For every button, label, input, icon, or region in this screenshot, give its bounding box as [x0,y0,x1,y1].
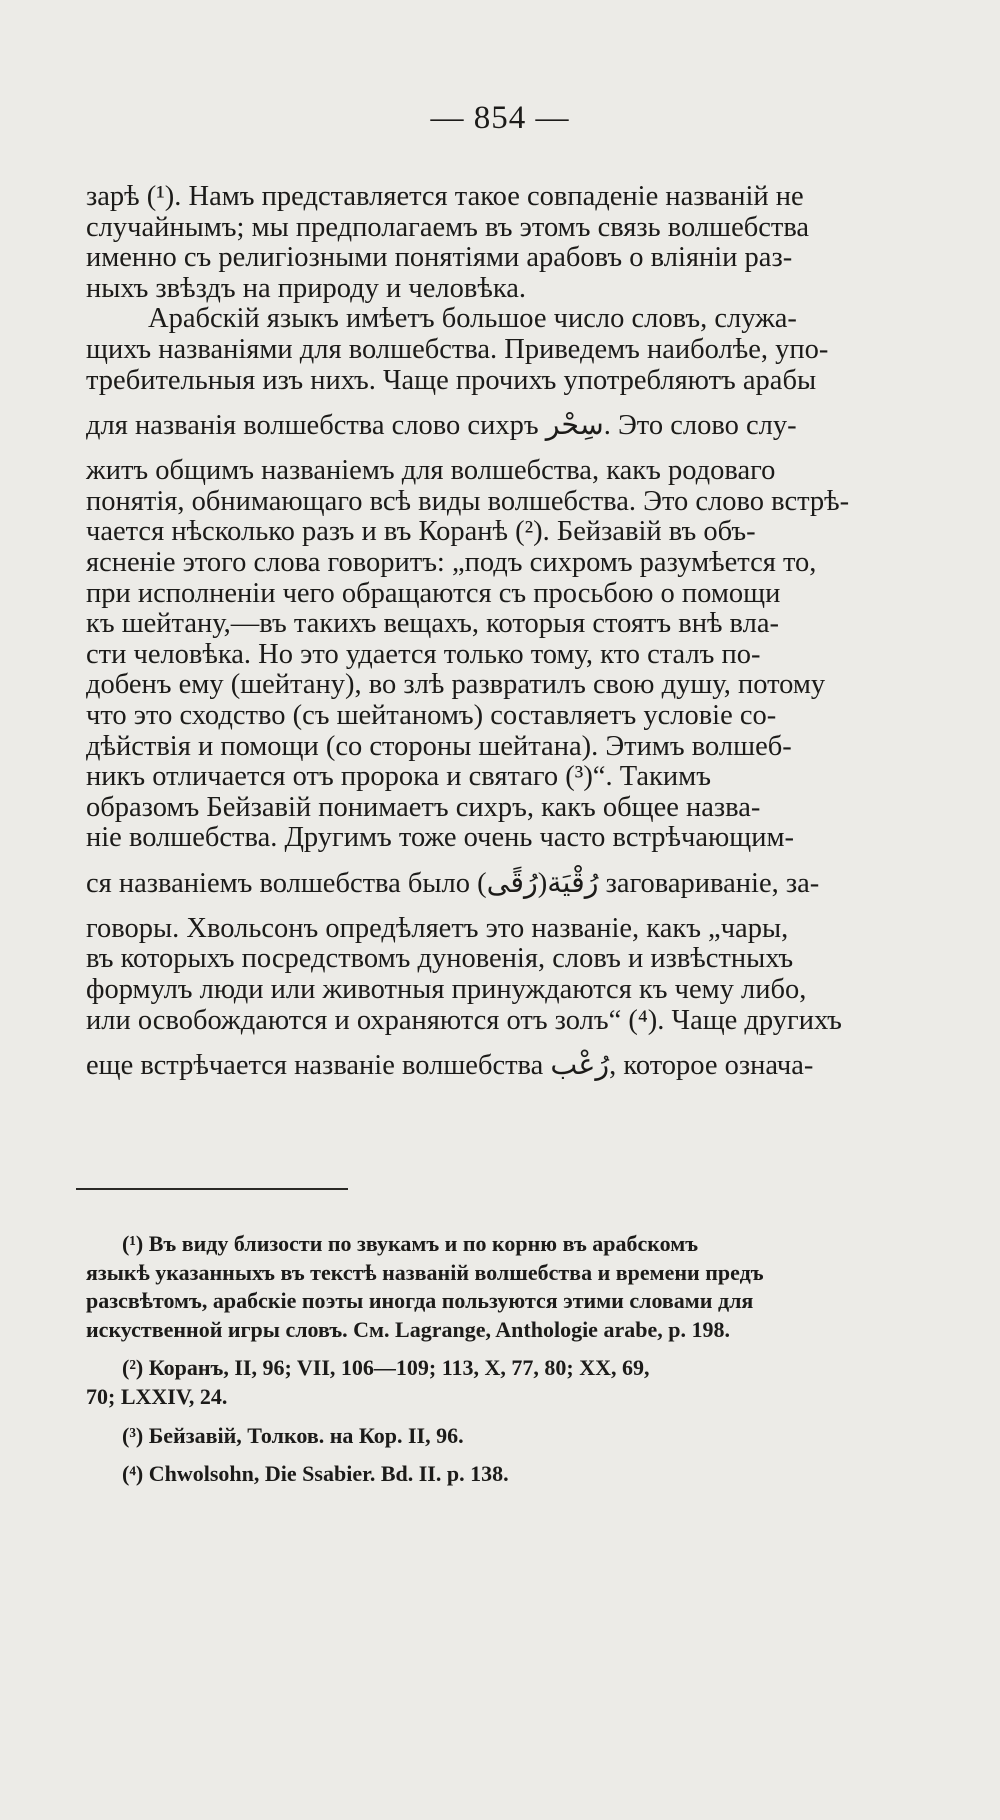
text-line: формулъ люди или животныя принуждаются къ чему либо, [86,974,807,1006]
text-line: при исполненіи чего обращаются съ просьбою о помощи [86,577,781,609]
text-line: или освобождаются и охраняются отъ золъ“ (⁴). Чаще другихъ [86,1004,842,1036]
footnotes [86,1230,886,1489]
paragraph-start-line: Арабскій языкъ имѣетъ большое число словъ, служа- [148,303,797,335]
footnote-1-line: искуственной игры словъ. См. Lagrange, Anthologie arabe, p. 198. [86,1316,730,1342]
text-line: чается нѣсколько разъ и въ Коранѣ (²). Бейзавій въ объ- [86,516,756,548]
footnote-1-line: языкѣ указанныхъ въ текстѣ названій волшебства и времени предъ [86,1259,764,1285]
footnote-divider [76,1188,348,1190]
footnote-2-line: (²) Коранъ, II, 96; VII, 106—109; 113, X, 77, 80; XX, 69, [122,1355,650,1381]
footnote-1-line: разсвѣтомъ, арабскіе поэты иногда пользуются этими словами для [86,1288,754,1314]
page-number: — 854 — [430,100,570,136]
text-line-arabic-ruab: еще встрѣчается названіе волшебства رُعْب, которое означа- [86,1050,814,1082]
footnote-2-line: 70; LXXIV, 24. [86,1383,228,1409]
footnote-1-line: (¹) Въ виду близости по звукамъ и по корню въ арабскомъ [122,1231,699,1256]
text-line: въ которыхъ посредствомъ дуновенія, словъ и извѣстныхъ [86,943,794,975]
text-line: именно съ религіозными понятіями арабовъ о вліяніи раз- [86,242,793,274]
text-line: сти человѣка. Но это удается только тому, кто сталъ по- [86,638,761,670]
text-line: требительныя изъ нихъ. Чаще прочихъ употребляютъ арабы [86,364,817,396]
text-line: щихъ названіями для волшебства. Приведемъ наиболѣе, упо- [86,333,829,365]
text-line: добенъ ему (шейтану), во злѣ развратилъ свою душу, потому [86,669,826,701]
text-line: ніе волшебства. Другимъ тоже очень часто встрѣчающим- [86,822,795,854]
text-line: никъ отличается отъ пророка и святаго (³)“. Такимъ [86,761,711,793]
text-line: зарѣ (¹). Намъ представляется такое совпаденіе названій не [86,181,804,212]
text-line: ясненіе этого слова говоритъ: „подъ сихромъ разумѣется то, [86,546,817,578]
text-line: что это сходство (съ шейтаномъ) составляетъ условіе со- [86,699,777,731]
text-line: къ шейтану,—въ такихъ вещахъ, которыя стоятъ внѣ вла- [86,608,780,640]
text-line: житъ общимъ названіемъ для волшебства, какъ родоваго [86,455,776,487]
text-line: понятія, обнимающаго всѣ виды волшебства. Это слово встрѣ- [86,485,850,517]
text-line: случайнымъ; мы предполагаемъ въ этомъ связь волшебства [86,211,810,243]
main-text [86,182,902,1096]
text-line: дѣйствія и помощи (со стороны шейтана). Этимъ волшеб- [86,730,792,762]
text-line-arabic-ruqya: ся названіемъ волшебства было رُقْيَة(رُقًى) заговариваніе, за- [86,867,820,899]
footnote-4: (⁴) Chwolsohn, Die Ssabier. Bd. II. p. 138. [122,1461,509,1487]
text-line-arabic-sihr: для названія волшебства слово сихръ سِحْر. Это слово слу- [86,410,797,442]
text-line: говоры. Хвольсонъ опредѣляетъ это названіе, какъ „чары, [86,912,789,944]
footnote-3: (³) Бейзавій, Толков. на Кор. II, 96. [122,1422,464,1448]
text-line: образомъ Бейзавій понимаетъ сихръ, какъ общее назва- [86,791,761,823]
text-line: ныхъ звѣздъ на природу и человѣка. [86,272,527,304]
